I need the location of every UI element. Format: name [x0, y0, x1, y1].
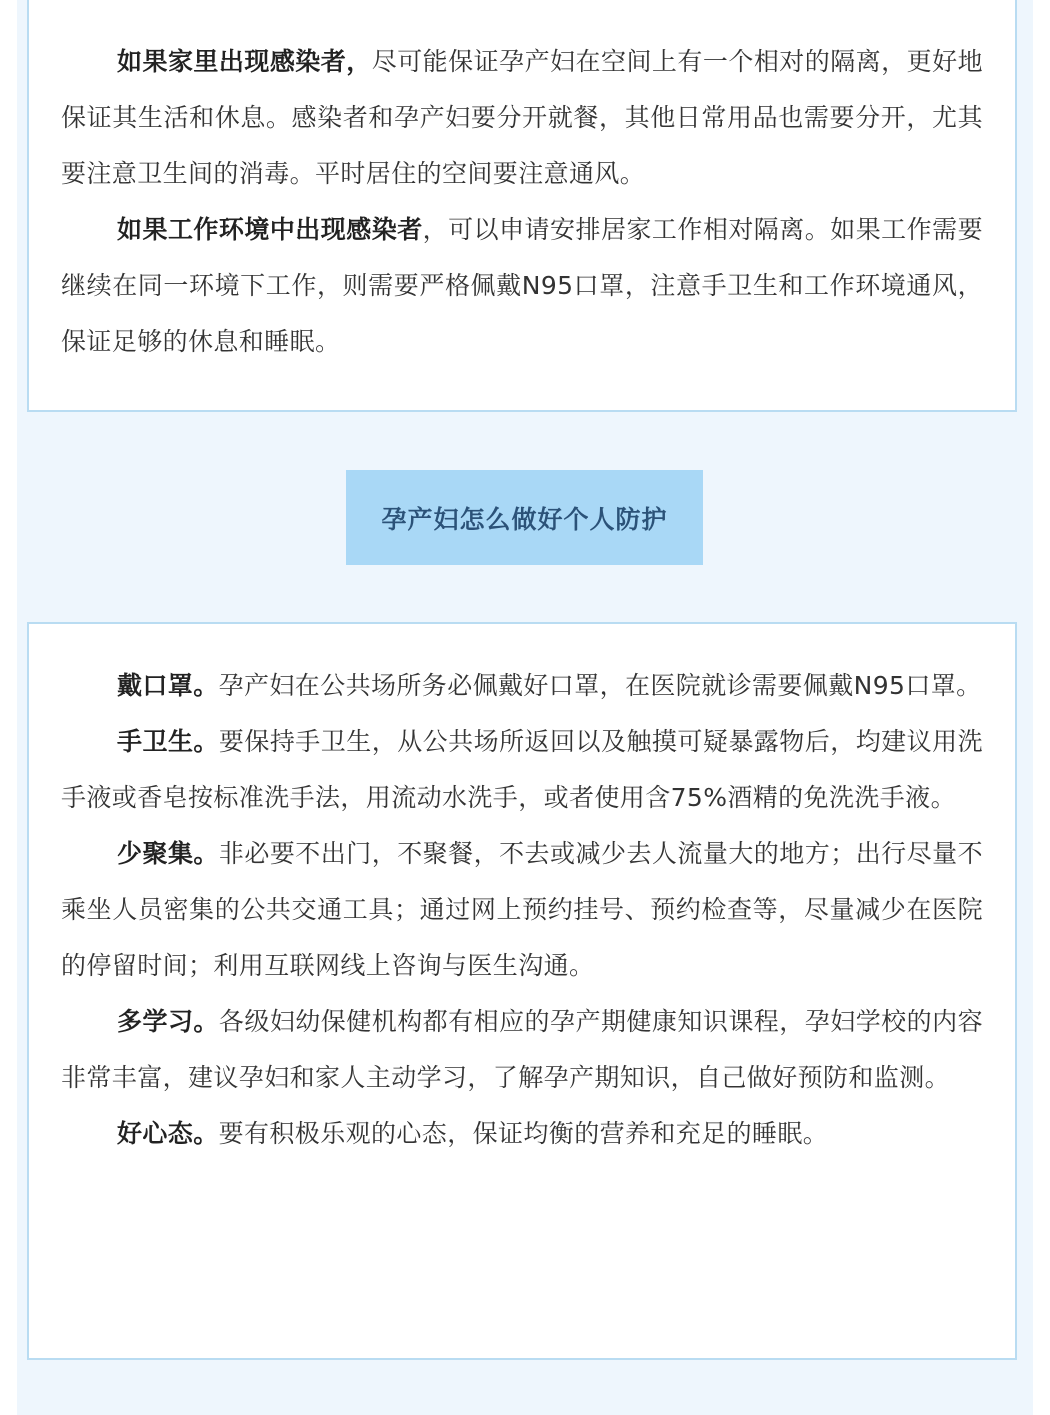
- paragraph-body: 孕产妇在公共场所务必佩戴好口罩，在医院就诊需要佩戴N95口罩。: [218, 671, 982, 700]
- paragraph-body: 要有积极乐观的心态，保证均衡的营养和充足的睡眠。: [218, 1119, 829, 1148]
- paragraph-body: 各级妇幼保健机构都有相应的孕产期健康知识课程，孕妇学校的内容非常丰富，建议孕妇和家人主动学习，了解孕产期知识，自己做好预防和监测。: [61, 1007, 983, 1092]
- paragraph-learn-more: [61, 994, 983, 1106]
- paragraph-body: ，可以申请安排居家工作相对隔离。如果工作需要继续在同一环境下工作，则需要严格佩戴N95口罩，注意手卫生和工作环境通风，保证足够的休息和睡眠。: [61, 215, 983, 356]
- paragraph-lead: 如果家里出现感染者，: [117, 47, 372, 76]
- paragraph-hand-hygiene: [61, 714, 983, 826]
- paragraph-lead: 好心态。: [117, 1119, 219, 1148]
- section-heading: [346, 470, 703, 565]
- paragraph-family-infection: [61, 34, 983, 202]
- paragraph-avoid-gathering: [61, 826, 983, 994]
- paragraph-good-mood: [61, 1106, 983, 1162]
- paragraph-mask: [61, 658, 983, 714]
- paragraph-body: 要保持手卫生，从公共场所返回以及触摸可疑暴露物后，均建议用洗手液或香皂按标准洗手法，用流动水洗手，或者使用含75%酒精的免洗洗手液。: [61, 727, 983, 812]
- paragraph-lead: 如果工作环境中出现感染者: [117, 215, 423, 244]
- section-heading-title: 孕产妇怎么做好个人防护: [381, 504, 668, 534]
- info-card-protection: [27, 622, 1017, 1360]
- paragraph-work-infection: [61, 202, 983, 370]
- paragraph-lead: 多学习。: [117, 1007, 219, 1036]
- paragraph-body: 非必要不出门，不聚餐，不去或减少去人流量大的地方；出行尽量不乘坐人员密集的公共交通工具；通过网上预约挂号、预约检查等，尽量减少在医院的停留时间；利用互联网线上咨询与医生沟通。: [61, 839, 983, 980]
- paragraph-lead: 少聚集。: [117, 839, 219, 868]
- paragraph-body: 尽可能保证孕产妇在空间上有一个相对的隔离，更好地保证其生活和休息。感染者和孕产妇要分开就餐，其他日常用品也需要分开，尤其要注意卫生间的消毒。平时居住的空间要注意通风。: [61, 47, 983, 188]
- paragraph-lead: 手卫生。: [117, 727, 219, 756]
- paragraph-lead: 戴口罩。: [117, 671, 219, 700]
- info-card-infection: [27, 0, 1017, 412]
